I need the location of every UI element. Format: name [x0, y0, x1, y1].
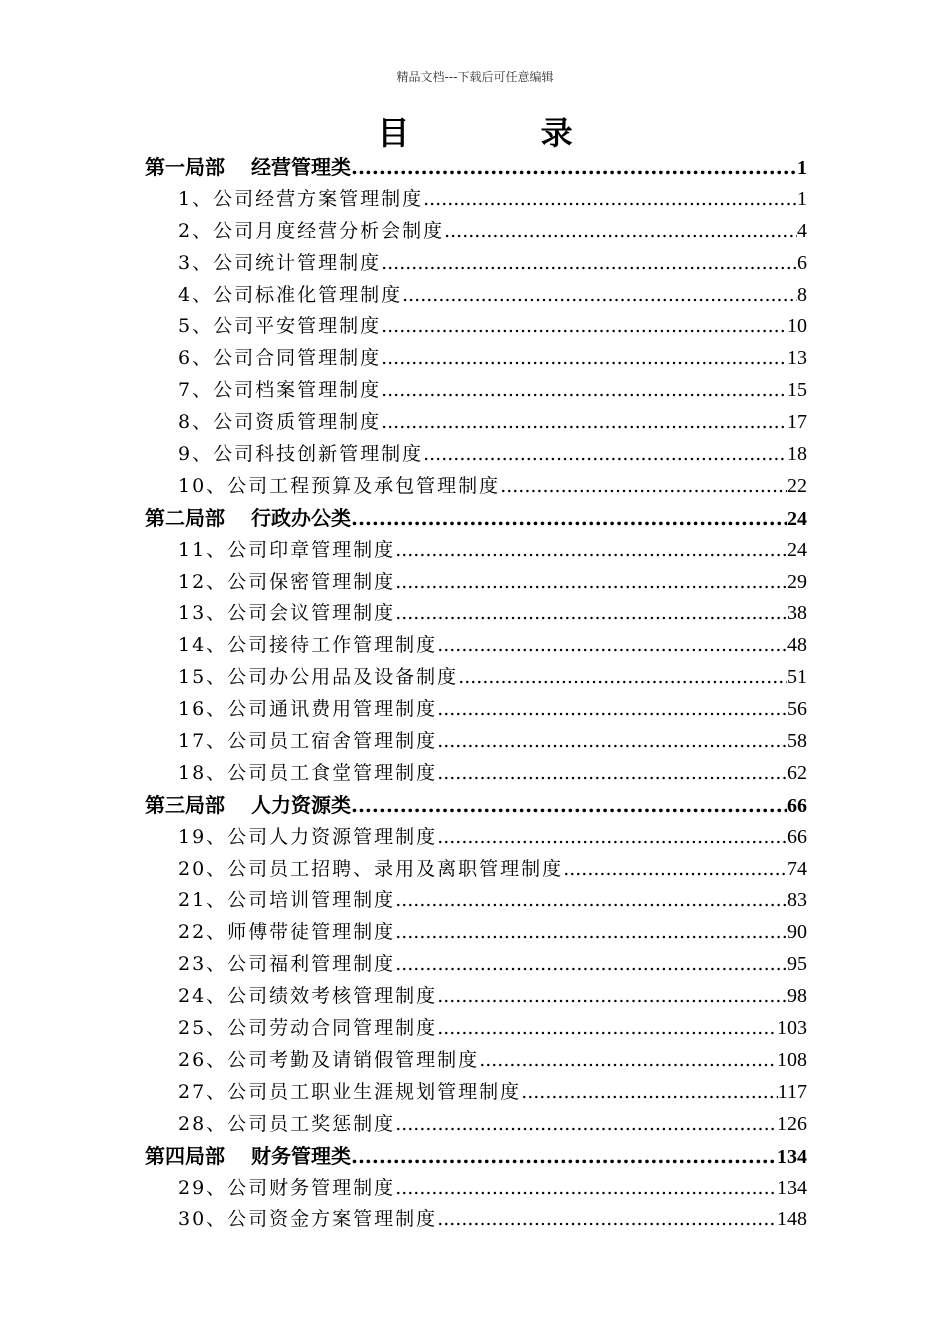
toc-page-number: 29	[787, 570, 807, 593]
toc-entry-row[interactable]	[145, 758, 807, 790]
toc-entry-row[interactable]	[145, 567, 807, 599]
toc-section-label	[145, 152, 351, 184]
toc-leader-dots	[351, 1141, 777, 1173]
toc-leader-dots	[437, 1204, 777, 1236]
toc-entry-row[interactable]	[145, 184, 807, 216]
toc-entry-label: 11、公司印章管理制度	[178, 538, 396, 561]
toc-page-number: 56	[787, 698, 807, 721]
toc-leader-dots	[479, 1045, 777, 1077]
toc-entry-row[interactable]	[145, 535, 807, 567]
toc-entry-row[interactable]	[145, 949, 807, 981]
toc-entry-label: 8、公司资质管理制度	[178, 411, 382, 434]
toc-leader-dots	[395, 917, 787, 949]
toc-leader-dots	[381, 248, 797, 280]
toc-leader-dots	[395, 1109, 777, 1141]
toc-leader-dots	[437, 758, 787, 790]
toc-leader-dots	[444, 216, 797, 248]
toc-entry-label: 17、公司员工宿舍管理制度	[178, 730, 438, 753]
toc-page-number: 90	[787, 921, 807, 944]
page-title: 目 录	[377, 114, 633, 152]
toc-entry-label: 24、公司绩效考核管理制度	[178, 985, 438, 1008]
toc-leader-dots	[351, 503, 787, 535]
toc-page-number: 51	[787, 666, 807, 689]
toc-entry-label: 26、公司考勤及请销假管理制度	[178, 1048, 480, 1071]
toc-entry-row[interactable]	[145, 917, 807, 949]
toc-entry-label: 22、师傅带徒管理制度	[178, 921, 396, 944]
toc-entry-label: 25、公司劳动合同管理制度	[178, 1017, 438, 1040]
toc-page-number: 48	[787, 634, 807, 657]
toc-leader-dots	[381, 311, 787, 343]
toc-page-number: 74	[787, 857, 807, 880]
toc-leader-dots	[351, 790, 787, 822]
toc-leader-dots	[423, 184, 797, 216]
toc-section-part: 第四局部	[145, 1143, 225, 1168]
toc-entry-row[interactable]	[145, 248, 807, 280]
toc-section-name: 经营管理类	[251, 155, 351, 179]
toc-page-number: 38	[787, 602, 807, 625]
toc-page-number: 18	[787, 443, 807, 466]
toc-entry-row[interactable]	[145, 439, 807, 471]
toc-section-label	[145, 790, 351, 822]
toc-entry-row[interactable]	[145, 1077, 807, 1109]
toc-section-name: 人力资源类	[251, 792, 351, 817]
toc-leader-dots	[381, 375, 787, 407]
toc-entry-row[interactable]	[145, 1045, 807, 1077]
toc-section-part: 第一局部	[145, 155, 225, 179]
toc-leader-dots	[395, 535, 787, 567]
toc-page-number: 58	[787, 730, 807, 753]
toc-page-number: 10	[787, 315, 807, 338]
toc-entry-label: 21、公司培训管理制度	[178, 889, 396, 912]
toc-entry-label: 20、公司员工招聘、录用及离职管理制度	[178, 857, 564, 880]
toc-leader-dots	[437, 822, 787, 854]
toc-leader-dots	[437, 630, 787, 662]
table-of-contents	[145, 152, 807, 1236]
toc-entry-label: 1、公司经营方案管理制度	[178, 187, 424, 210]
toc-page-number: 66	[787, 825, 807, 848]
toc-entry-row[interactable]	[145, 854, 807, 886]
toc-entry-row[interactable]	[145, 471, 807, 503]
toc-section-row[interactable]	[145, 790, 807, 822]
toc-entry-label: 28、公司员工奖惩制度	[178, 1112, 396, 1135]
toc-entry-label: 23、公司福利管理制度	[178, 953, 396, 976]
toc-entry-row[interactable]	[145, 280, 807, 312]
toc-entry-row[interactable]	[145, 1109, 807, 1141]
toc-page-number: 134	[777, 1176, 807, 1199]
toc-section-part: 第三局部	[145, 792, 225, 817]
toc-entry-label: 10、公司工程预算及承包管理制度	[178, 474, 501, 497]
toc-page-number: 98	[787, 985, 807, 1008]
toc-entry-label: 4、公司标准化管理制度	[178, 283, 403, 306]
toc-entry-row[interactable]	[145, 981, 807, 1013]
toc-page-number: 83	[787, 889, 807, 912]
toc-page-number: 6	[797, 251, 807, 274]
toc-entry-label: 12、公司保密管理制度	[178, 570, 396, 593]
toc-entry-row[interactable]	[145, 630, 807, 662]
toc-entry-row[interactable]	[145, 1173, 807, 1205]
toc-entry-label: 29、公司财务管理制度	[178, 1176, 396, 1199]
toc-entry-label: 19、公司人力资源管理制度	[178, 825, 438, 848]
toc-leader-dots	[395, 1173, 777, 1205]
toc-entry-label: 16、公司通讯费用管理制度	[178, 698, 438, 721]
toc-page-number: 108	[777, 1048, 807, 1071]
toc-entry-label: 6、公司合同管理制度	[178, 347, 382, 370]
toc-entry-row[interactable]	[145, 311, 807, 343]
toc-leader-dots	[521, 1077, 778, 1109]
toc-page-number: 4	[797, 219, 807, 242]
toc-entry-row[interactable]	[145, 216, 807, 248]
toc-leader-dots	[437, 1013, 777, 1045]
toc-entry-label: 9、公司科技创新管理制度	[178, 443, 424, 466]
toc-section-name: 行政办公类	[251, 505, 351, 530]
toc-leader-dots	[395, 885, 787, 917]
toc-entry-row[interactable]	[145, 1204, 807, 1236]
toc-page-number: 62	[787, 761, 807, 784]
toc-leader-dots	[423, 439, 787, 471]
toc-leader-dots	[563, 854, 787, 886]
toc-entry-label: 30、公司资金方案管理制度	[178, 1208, 438, 1231]
toc-leader-dots	[402, 280, 797, 312]
toc-page-number: 24	[787, 538, 807, 561]
toc-leader-dots	[381, 407, 787, 439]
toc-page-number: 126	[777, 1112, 807, 1135]
toc-entry-label: 27、公司员工职业生涯规划管理制度	[178, 1080, 522, 1103]
toc-page-number: 148	[777, 1208, 807, 1231]
toc-section-row[interactable]	[145, 503, 807, 535]
toc-entry-row[interactable]	[145, 726, 807, 758]
toc-page-number: 1	[797, 157, 807, 179]
toc-page-number: 95	[787, 953, 807, 976]
toc-entry-row[interactable]	[145, 662, 807, 694]
toc-page-number: 24	[787, 507, 807, 530]
toc-entry-row[interactable]	[145, 1013, 807, 1045]
toc-leader-dots	[351, 152, 797, 184]
toc-entry-label: 5、公司平安管理制度	[178, 315, 382, 338]
toc-page-number: 134	[777, 1145, 807, 1168]
toc-leader-dots	[437, 694, 787, 726]
toc-page-number: 13	[787, 347, 807, 370]
toc-entry-row[interactable]	[145, 407, 807, 439]
toc-entry-row[interactable]	[145, 694, 807, 726]
toc-entry-label: 3、公司统计管理制度	[178, 251, 382, 274]
toc-entry-row[interactable]	[145, 598, 807, 630]
toc-page-number: 17	[787, 411, 807, 434]
toc-section-label	[145, 1141, 351, 1173]
toc-leader-dots	[381, 343, 787, 375]
toc-leader-dots	[395, 567, 787, 599]
toc-entry-label: 2、公司月度经营分析会制度	[178, 219, 445, 242]
toc-entry-label: 14、公司接待工作管理制度	[178, 634, 438, 657]
toc-page-number: 117	[777, 1080, 807, 1103]
toc-entry-label: 13、公司会议管理制度	[178, 602, 396, 625]
toc-leader-dots	[437, 726, 787, 758]
toc-page-number: 1	[797, 187, 807, 210]
toc-entry-row[interactable]	[145, 375, 807, 407]
toc-page-number: 103	[777, 1017, 807, 1040]
toc-page-number: 66	[787, 794, 807, 817]
toc-entry-row[interactable]	[145, 885, 807, 917]
toc-page-number: 22	[787, 474, 807, 497]
toc-leader-dots	[395, 949, 787, 981]
toc-leader-dots	[458, 662, 787, 694]
toc-entry-label: 15、公司办公用品及设备制度	[178, 666, 459, 689]
toc-entry-label: 18、公司员工食堂管理制度	[178, 761, 438, 784]
page-header: 精品文档---下载后可任意编辑	[396, 70, 554, 84]
toc-section-row[interactable]	[145, 152, 807, 184]
toc-leader-dots	[395, 598, 787, 630]
toc-section-part: 第二局部	[145, 505, 225, 530]
toc-leader-dots	[500, 471, 787, 503]
toc-section-row[interactable]	[145, 1141, 807, 1173]
toc-section-label	[145, 503, 351, 535]
toc-section-name: 财务管理类	[251, 1143, 351, 1168]
toc-page-number: 8	[797, 283, 807, 306]
toc-leader-dots	[437, 981, 787, 1013]
toc-entry-label: 7、公司档案管理制度	[178, 379, 382, 402]
toc-page-number: 15	[787, 379, 807, 402]
toc-entry-row[interactable]	[145, 343, 807, 375]
toc-entry-row[interactable]	[145, 822, 807, 854]
